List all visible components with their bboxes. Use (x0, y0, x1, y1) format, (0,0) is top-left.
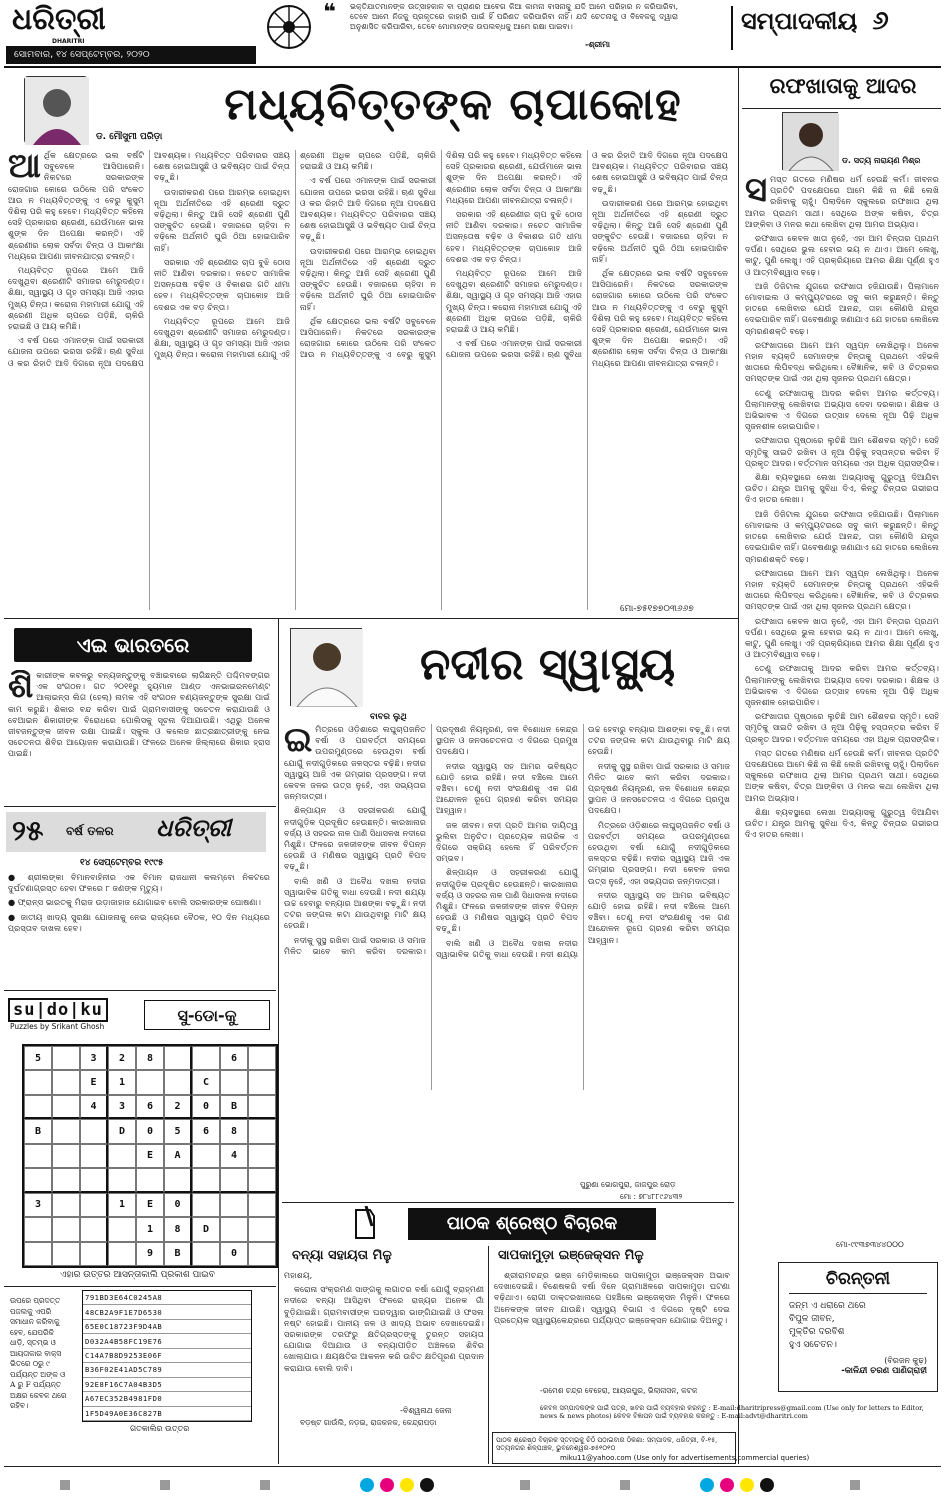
sudoku-cell (248, 1242, 276, 1266)
sudoku-cell: 3 (24, 1193, 52, 1217)
sudoku-cell (164, 1046, 192, 1070)
pathaka-heading: ପାଠକ ଶ୍ରେଷ୍ଠ ବିଚାରକ (446, 1213, 618, 1234)
magenta-dot (720, 1478, 734, 1492)
sudoku-cell (52, 1095, 80, 1119)
logo-text: ଧରିତ୍ରୀ (12, 2, 106, 37)
sudoku-cell (52, 1193, 80, 1217)
sudoku-cell (220, 1217, 248, 1241)
archive-date: ୧୪ ସେପ୍ଟେମ୍ବର ୧୯୯୫ (80, 858, 164, 868)
sudoku-cell (52, 1046, 80, 1070)
lead-headline: ମଧ୍ୟବିତ୍ତଙ୍କ ଚାପାକୋହ (224, 79, 682, 130)
sudoku-cell: D (192, 1217, 220, 1241)
nadi-author-photo (290, 628, 362, 706)
sudoku-cell (52, 1070, 80, 1094)
right-dropcap: ସ (745, 174, 768, 210)
quote-mark-icon: ❝ (323, 0, 336, 25)
sudoku-grid (22, 1044, 278, 1268)
sudoku-logo: su|do|ku (8, 1000, 128, 1030)
ei-bharatare-dropcap: ଶି (8, 670, 34, 706)
sudoku-cell: D (108, 1119, 136, 1143)
sudoku-cell (52, 1119, 80, 1143)
sudoku-cell (248, 1168, 276, 1192)
right-author: ଡ. ସତ୍ୟ ନାରାୟଣ ମିଶ୍ର (842, 156, 921, 165)
archive-number: ୨୫ (12, 814, 44, 847)
cyan-dot (700, 1478, 714, 1492)
yellow-dot (740, 1478, 754, 1492)
sudoku-cell (164, 1070, 192, 1094)
nadi-contact: ମୋ : ୭୮୪୮୮୯୬୪୩୨ (620, 1192, 683, 1201)
sudoku-cell (52, 1242, 80, 1266)
answer-row: 1F5D49A0E36C827B (83, 1407, 251, 1421)
sudoku-cell: B (220, 1095, 248, 1119)
nadi-dropcap: ଇ (284, 724, 313, 760)
sudoku-cell (108, 1217, 136, 1241)
chirantani-author: -କାଳିନ୍ଦୀ ଚରଣ ପାଣିଗ୍ରାହୀ (841, 1366, 927, 1376)
ei-bharatare-body: ଶିକାରୀଙ୍କ କବଳରୁ ବନ୍ୟଜନ୍ତୁଙ୍କୁ ବଞ୍ଚାଇବାରେ ଲାଗିଛନ୍ତି ପଶ୍ଚିମବଙ୍ଗର ଏକ ସଂଗଠନ। ଗତ ୨୦୧୧ରୁ ହ୍ୟୁମାନ ଆଣ୍ଡ ଏନଭାଇରନମେଣ୍ଟ ଆଲାଇନ୍ସ ଲିଗ (ହେଲ୍) ନାମକ ଏହି ସଂଗଠନ ବଣ୍ୟଜନ୍ତୁଙ୍କ ସୁରକ୍ଷା ପାଇଁ କାମ କରୁଛି। ଶିକାର ବନ୍ଦ କରିବା ପାଇଁ ଗ୍ରାମବାସୀଙ୍କୁ ସଚେତନ କରାଯାଉଛି ଓ ବେଆଇନ ଶିକାରୀଙ୍କ ବିରୋଧରେ ପୋଲିସକୁ ସୂଚନା ଦିଆଯାଉଛି। ଏଥିରୁ ଅନେକ ଜୀବଜନ୍ତୁଙ୍କ ଜୀବନ ରକ୍ଷା ପାଇଛି। ସ୍କୁଲ ଓ କଲେଜ ଛାତ୍ରଛାତ୍ରୀଙ୍କୁ ନେଇ ସଚେତନତା ଶିବିର ଆୟୋଜନ କରାଯାଉଛି। ଫଳରେ ଅନେକ ଜିଲ୍ଲାରେ ଶିକାର ହ୍ରାସ ପାଇଛି। (8, 670, 270, 759)
sudoku-cell: 6 (192, 1119, 220, 1143)
black-dot (760, 1478, 774, 1492)
wheel-emblem (266, 4, 312, 50)
sudoku-cell: 6 (220, 1046, 248, 1070)
sudoku-byline: Puzzles by Srikant Ghosh (10, 1022, 105, 1031)
archive-banner (6, 812, 266, 852)
sudoku-cell (136, 1168, 164, 1192)
archive-item: ● ଫ୍ରାନ୍ସ ଭାରତକୁ ମିରାଜ ଉଡ଼ାଜାହାଜ ଯୋଗାଇବ ବୋଲି ସରକାରଙ୍କ ଘୋଷଣା। (8, 897, 261, 908)
sudoku-cell (192, 1168, 220, 1192)
sudoku-cell (24, 1070, 52, 1094)
sudoku-cell: E (136, 1193, 164, 1217)
answer-row: 65E0C18723F9D4AB (83, 1320, 251, 1334)
sudoku-cell: 9 (136, 1242, 164, 1266)
ei-bharatare-banner (14, 628, 252, 662)
nadi-headline: ନଦୀର ସ୍ୱାସ୍ଥ୍ୟ (420, 639, 676, 690)
sudoku-cell (80, 1119, 108, 1143)
letter-body: ମହାଶୟ, କରୋନା ସଂକ୍ରମଣ ସାଙ୍ଗକୁ ଲଗାତର ବର୍ଷା ଯୋଗୁଁ ବ୍ରାହ୍ମଣୀ ନଦୀରେ ବନ୍ୟା ଆସିଥିବା ଫଳରେ ରାଜ୍ୟର ଅନେକ ଗାଁ ବୁଡ଼ିଯାଇଛି। ଗ୍ରାମବାସୀଙ୍କ ଘରଦ୍ୱାର ଭାଙ୍ଗିଯାଇଛି ଓ ଫସଲ ନଷ୍ଟ ହୋଇଛି। ପାନୀୟ ଜଳ ଓ ଖାଦ୍ୟ ଅଭାବ ଦେଖାଦେଇଛି। ସରକାରଙ୍କ ତରଫରୁ କ୍ଷତିଗ୍ରସ୍ତଙ୍କୁ ତୁରନ୍ତ ସହାୟତା ଯୋଗାଇ ଦିଆଯାଉ ଓ ବନ୍ୟାପୀଡ଼ିତ ଅଞ୍ଚଳରେ ଶିବିର ଖୋଲାଯାଉ। କ୍ଷୟକ୍ଷତିର ଆକଳନ କରି ଉଚିତ କ୍ଷତିପୂରଣ ପ୍ରଦାନ କରାଯାଉ ବୋଲି ଦାବି। (284, 1270, 484, 1373)
sudoku-cell: E (80, 1070, 108, 1094)
sudoku-cell (164, 1168, 192, 1192)
sudoku-instructions: ଉପରେ ପ୍ରଦତ୍ତ ପଜଲକୁ ଏପରି ସମାଧାନ କରିବାକୁ ହେବ, ଯେପରିକି ଧାଡ଼ି, ସ୍ତମ୍ଭ ଓ ଆୟତାକାର ବାକ୍ସ ଭିତରେ ୦ରୁ ୯ ପର୍ଯ୍ୟନ୍ତ ଅଙ୍କ ଓ A ରୁ F ପର୍ଯ୍ୟନ୍ତ ଅକ୍ଷର କେବଳ ଥରେ ରହିବ। (10, 1296, 67, 1410)
sudoku-cell (80, 1144, 108, 1168)
sudoku-cell: 2 (164, 1095, 192, 1119)
sudoku-cell (108, 1242, 136, 1266)
ei-bharatare-heading: ଏଇ ଭାରତରେ (76, 633, 190, 657)
sudoku-cell: 2 (108, 1046, 136, 1070)
sudoku-cell (220, 1070, 248, 1094)
sudoku-cell: 1 (136, 1217, 164, 1241)
archive-list (8, 872, 270, 972)
yellow-dot (400, 1478, 414, 1492)
nadi-author-place: ପୁରୁଣା ଭୋଗପୁରା, ଜାଜପୁର ରୋଡ଼ (580, 1180, 676, 1189)
letter-title: ସାପକାମୁଡ଼ା ଇଞ୍ଜେକ୍ସନ ମିଳୁ (498, 1248, 644, 1263)
sudoku-cell (108, 1144, 136, 1168)
sudoku-cell (52, 1144, 80, 1168)
letter-title: ବନ୍ୟା ସହାୟତା ମିଳୁ (292, 1248, 392, 1263)
sudoku-cell (248, 1193, 276, 1217)
sudoku-cell (24, 1095, 52, 1119)
chirantani-line: ହୁଏ ସଚେତନ। (789, 1340, 837, 1350)
nadi-author: ବାବର ଲୁଥି (370, 712, 407, 722)
chirantani-title: ଚିରନ୍ତନୀ (789, 1269, 927, 1294)
sudoku-cell: 0 (192, 1095, 220, 1119)
sudoku-cell (192, 1144, 220, 1168)
sudoku-cell: B (164, 1242, 192, 1266)
archive-logo: ଧରିତ୍ରୀ (156, 814, 231, 842)
sudoku-cell: 8 (136, 1046, 164, 1070)
sudoku-cell (248, 1119, 276, 1143)
quote-author: -ଶ୍ରୀମା (585, 40, 610, 49)
answer-row: D032A4B58FC19E76 (83, 1334, 251, 1348)
sudoku-footer: ଏହାର ଉତ୍ତର ଆସନ୍ତାକାଲି ପ୍ରକାଶ ପାଇବ (60, 1270, 215, 1280)
contact-address: ପାଠକ ଶ୍ରେଷ୍ଠ ବିଚାରକ ସ୍ତମ୍ଭକୁ ଚିଠି ପଠାଇବାର ଠିକଣା: ସମ୍ପାଦକ, ଧରିତ୍ରୀ, ବି-୧୫, ସତ୍ୟନଗର ଶିଳ୍ପାଞ୍ଚଳ, ଭୁବନେଶ୍ୱର-୭୫୧୦୧୦ (496, 1436, 718, 1453)
right-headline: ରଫଖାତାକୁ ଆଦର (769, 74, 917, 98)
answer-row: B36F02E41AD5C789 (83, 1363, 251, 1377)
sudoku-cell (24, 1168, 52, 1192)
sudoku-cell (136, 1070, 164, 1094)
sudoku-cell (248, 1070, 276, 1094)
sudoku-cell: 1 (108, 1070, 136, 1094)
letter-signature: -ରମେଶ ଚନ୍ଦ୍ର ବେହେରା, ଆୟରପୁର, ଭିଲାନାସନ, କଟକ (540, 1386, 698, 1395)
lead-body: ଆର୍ଥିକ କ୍ଷେତ୍ରରେ ଭଲ ବର୍ଷଟି ସବୁବେଳେ ଆସିପାରେନି। ନିକଟରେ ସରକାରଙ୍କ ରୋଜଗାର କୋରେ ଉଠିଲେ ପରି ସଂକେତ ଆଉ ନ ମଧ୍ୟବିତ୍ତଙ୍କୁ ଏ ବେରୁ କୁସୁମ ଦିଶିଲା ପରି କହୁ ହେବେ। ମଧ୍ୟବିତ୍ତ କହିଲେ ସେହି ପ୍ରକାରର ଶ୍ରେଣୀ, ଯେଉଁମାନେ ଭାଲ ଶୁଙ୍କ ଦିନ ଅପେକ୍ଷା କରନ୍ତି। ଏହି ଶ୍ରେଣୀର ଲୋକ ସର୍ବଦା ଚିନ୍ତା ଓ ଆକାଂକ୍ଷା ମଧ୍ୟରେ ଆପଣା ଜୀବନଯାତ୍ରା ଚଳାନ୍ତି। ମଧ୍ୟବିତ୍ତ ରୂପରେ ଆମେ ଆଜି ଦେଖୁଥିବା ଶ୍ରେଣୀଟି ସମାଜର ମେରୁଦଣ୍ଡ। ଶିକ୍ଷା, ସ୍ୱାସ୍ଥ୍ୟ ଓ ଗୃହ ସମସ୍ୟା ଆଜି ଏହାର ମୁଖ୍ୟ ଚିନ୍ତା। କରୋନା ମହାମାରୀ ଯୋଗୁ ଏହି ଶ୍ରେଣୀ ଅଧିକ ଚାପରେ ପଡ଼ିଛି, ଚାକିରି ହରାଇଛି ଓ ଆୟ କମିଛି। ଏ ବର୍ଷ ପରେ ଏମାନଙ୍କ ପାଇଁ ସରକାରୀ ଯୋଜନା ଉପରେ ଭରସା ରହିଛି। ଋଣ ସୁବିଧା ଓ କର ରିହାତି ଆଦି ଦିଗରେ ନୂଆ ପଦକ୍ଷେପ ଆବଶ୍ୟକ। ମଧ୍ୟବିତ୍ତ ପରିବାରର ସଞ୍ଚୟ ଶେଷ ହୋଇଆସୁଛି ଓ ଭବିଷ୍ୟତ ପାଇଁ ଚିନ୍ତା ବଢ଼ୁଛି। ଉଦାରୀକରଣ ପରେ ଆରମ୍ଭ ହୋଇଥିବା ନୂଆ ଅର୍ଥନୀତିରେ ଏହି ଶ୍ରେଣୀ ଦ୍ରୁତ ବଢ଼ିଥିଲା। କିନ୍ତୁ ଆଜି ସେହି ଶ୍ରେଣୀ ପୁଣି ସଙ୍କୁଚିତ ହେଉଛି। ବଜାରରେ ଚାହିଦା ନ ବଢ଼ିଲେ ଅର୍ଥନୀତି ଘୁରି ଠିଆ ହୋଇପାରିବ ନାହିଁ। ସରକାର ଏହି ଶ୍ରେଣୀର ଚାପ ବୁଝି ଠୋସ ନୀତି ଆଣିବା ଦରକାର। ନଚେତ ସାମାଜିକ ଅସନ୍ତୋଷ ବଢ଼ିବ ଓ ବିକାଶର ଗତି ଧୀମା ହେବ। ମଧ୍ୟବିତ୍ତଙ୍କ ଚାପାକୋହ ଆଜି ଦେଶର ଏକ ବଡ଼ ଚିନ୍ତା। ମଧ୍ୟବିତ୍ତ ରୂପରେ ଆମେ ଆଜି ଦେଖୁଥିବା ଶ୍ରେଣୀଟି ସମାଜର ମେରୁଦଣ୍ଡ। ଶିକ୍ଷା, ସ୍ୱାସ୍ଥ୍ୟ ଓ ଗୃହ ସମସ୍ୟା ଆଜି ଏହାର ମୁଖ୍ୟ ଚିନ୍ତା। କରୋନା ମହାମାରୀ ଯୋଗୁ ଏହି ଶ୍ରେଣୀ ଅଧିକ ଚାପରେ ପଡ଼ିଛି, ଚାକିରି ହରାଇଛି ଓ ଆୟ କମିଛି। ଏ ବର୍ଷ ପରେ ଏମାନଙ୍କ ପାଇଁ ସରକାରୀ ଯୋଜନା ଉପରେ ଭରସା ରହିଛି। ଋଣ ସୁବିଧା ଓ କର ରିହାତି ଆଦି ଦିଗରେ ନୂଆ ପଦକ୍ଷେପ ଆବଶ୍ୟକ। ମଧ୍ୟବିତ୍ତ ପରିବାରର ସଞ୍ଚୟ ଶେଷ ହୋଇଆସୁଛି ଓ ଭବିଷ୍ୟତ ପାଇଁ ଚିନ୍ତା ବଢ଼ୁଛି। ଉଦାରୀକରଣ ପରେ ଆରମ୍ଭ ହୋଇଥିବା ନୂଆ ଅର୍ଥନୀତିରେ ଏହି ଶ୍ରେଣୀ ଦ୍ରୁତ ବଢ଼ିଥିଲା। କିନ୍ତୁ ଆଜି ସେହି ଶ୍ରେଣୀ ପୁଣି ସଙ୍କୁଚିତ ହେଉଛି। ବଜାରରେ ଚାହିଦା ନ ବଢ଼ିଲେ ଅର୍ଥନୀତି ଘୁରି ଠିଆ ହୋଇପାରିବ ନାହିଁ। ର୍ଥିକ କ୍ଷେତ୍ରରେ ଭଲ ବର୍ଷଟି ସବୁବେଳେ ଆସିପାରେନି। ନିକଟରେ ସରକାରଙ୍କ ରୋଜଗାର କୋରେ ଉଠିଲେ ପରି ସଂକେତ ଆଉ ନ ମଧ୍ୟବିତ୍ତଙ୍କୁ ଏ ବେରୁ କୁସୁମ ଦିଶିଲା ପରି କହୁ ହେବେ। ମଧ୍ୟବିତ୍ତ କହିଲେ ସେହି ପ୍ରକାରର ଶ୍ରେଣୀ, ଯେଉଁମାନେ ଭାଲ ଶୁଙ୍କ ଦିନ ଅପେକ୍ଷା କରନ୍ତି। ଏହି ଶ୍ରେଣୀର ଲୋକ ସର୍ବଦା ଚିନ୍ତା ଓ ଆକାଂକ୍ଷା ମଧ୍ୟରେ ଆପଣା ଜୀବନଯାତ୍ରା ଚଳାନ୍ତି। ସରକାର ଏହି ଶ୍ରେଣୀର ଚାପ ବୁଝି ଠୋସ ନୀତି ଆଣିବା ଦରକାର। ନଚେତ ସାମାଜିକ ଅସନ୍ତୋଷ ବଢ଼ିବ ଓ ବିକାଶର ଗତି ଧୀମା ହେବ। ମଧ୍ୟବିତ୍ତଙ୍କ ଚାପାକୋହ ଆଜି ଦେଶର ଏକ ବଡ଼ ଚିନ୍ତା। ମଧ୍ୟବିତ୍ତ ରୂପରେ ଆମେ ଆଜି ଦେଖୁଥିବା ଶ୍ରେଣୀଟି ସମାଜର ମେରୁଦଣ୍ଡ। ଶିକ୍ଷା, ସ୍ୱାସ୍ଥ୍ୟ ଓ ଗୃହ ସମସ୍ୟା ଆଜି ଏହାର ମୁଖ୍ୟ ଚିନ୍ତା। କରୋନା ମହାମାରୀ ଯୋଗୁ ଏହି ଶ୍ରେଣୀ ଅଧିକ ଚାପରେ ପଡ଼ିଛି, ଚାକିରି ହରାଇଛି ଓ ଆୟ କମିଛି। ଏ ବର୍ଷ ପରେ ଏମାନଙ୍କ ପାଇଁ ସରକାରୀ ଯୋଜନା ଉପରେ ଭରସା ରହିଛି। ଋଣ ସୁବିଧା ଓ କର ରିହାତି ଆଦି ଦିଗରେ ନୂଆ ପଦକ୍ଷେପ ଆବଶ୍ୟକ। ମଧ୍ୟବିତ୍ତ ପରିବାରର ସଞ୍ଚୟ ଶେଷ ହୋଇଆସୁଛି ଓ ଭବିଷ୍ୟତ ପାଇଁ ଚିନ୍ତା ବଢ଼ୁଛି। ଉଦାରୀକରଣ ପରେ ଆରମ୍ଭ ହୋଇଥିବା ନୂଆ ଅର୍ଥନୀତିରେ ଏହି ଶ୍ରେଣୀ ଦ୍ରୁତ ବଢ଼ିଥିଲା। କିନ୍ତୁ ଆଜି ସେହି ଶ୍ରେଣୀ ପୁଣି ସଙ୍କୁଚିତ ହେଉଛି। ବଜାରରେ ଚାହିଦା ନ ବଢ଼ିଲେ ଅର୍ଥନୀତି ଘୁରି ଠିଆ ହୋଇପାରିବ ନାହିଁ। ର୍ଥିକ କ୍ଷେତ୍ରରେ ଭଲ ବର୍ଷଟି ସବୁବେଳେ ଆସିପାରେନି। ନିକଟରେ ସରକାରଙ୍କ ରୋଜଗାର କୋରେ ଉଠିଲେ ପରି ସଂକେତ ଆଉ ନ ମଧ୍ୟବିତ୍ତଙ୍କୁ ଏ ବେରୁ କୁସୁମ ଦିଶିଲା ପରି କହୁ ହେବେ। ମଧ୍ୟବିତ୍ତ କହିଲେ ସେହି ପ୍ରକାରର ଶ୍ରେଣୀ, ଯେଉଁମାନେ ଭାଲ ଶୁଙ୍କ ଦିନ ଅପେକ୍ଷା କରନ୍ତି। ଏହି ଶ୍ରେଣୀର ଲୋକ ସର୍ବଦା ଚିନ୍ତା ଓ ଆକାଂକ୍ଷା ମଧ୍ୟରେ ଆପଣା ଜୀବନଯାତ୍ରା ଚଳାନ୍ତି। (8, 150, 728, 368)
date-bar (6, 46, 256, 64)
archive-item: ● ଶ୍ରୀଲଙ୍କା ବିମାନବାହିନୀର ଏକ ବିମାନ ରାଜଧାନୀ କଲମ୍ବୋ ନିକଟରେ ଦୁର୍ଘଟଣାଗ୍ରସ୍ତ ହେବା ଫଳରେ ୮ ଜଣଙ୍କ ମୃତ୍ୟୁ। (8, 872, 270, 894)
contact-email-ads: miku11@yahoo.com (Use only for advertisements,commercial queries) (560, 1454, 810, 1462)
right-author-photo (782, 112, 838, 170)
section-title: ସମ୍ପାଦକୀୟ (741, 7, 858, 35)
logo-sub: DHARITRI (52, 38, 85, 45)
grey-swatch (620, 1480, 630, 1490)
sudoku-cell (220, 1193, 248, 1217)
lead-author-photo (24, 76, 88, 144)
answer-row: C14A7B8D9253E06F (83, 1349, 251, 1363)
letter-body: ଶ୍ରୀରାମଚନ୍ଦ୍ର ଭଞ୍ଜ ମେଡ଼ିକାଲରେ ସାପକାମୁଡ଼ା ଇଞ୍ଜେକ୍ସନ ଅଭାବ ଦେଖାଦେଇଛି। ବିଶେଷକରି ବର୍ଷା ଦିନେ ଗ୍ରାମାଞ୍ଚଳରେ ସାପକାମୁଡ଼ା ଘଟଣା ବଢ଼ିଥାଏ। ରୋଗୀ ଡାକ୍ତରଖାନାରେ ପହଞ୍ଚିଲେ ଇଞ୍ଜେକ୍ସନ ମିଳୁନି। ଫଳରେ ଅନେକଙ୍କ ଜୀବନ ଯାଉଛି। ସ୍ୱାସ୍ଥ୍ୟ ବିଭାଗ ଏ ଦିଗରେ ଦୃଷ୍ଟି ଦେଇ ପ୍ରତ୍ୟେକ ସ୍ୱାସ୍ଥ୍ୟକେନ୍ଦ୍ରରେ ପର୍ଯ୍ୟାପ୍ତ ଇଞ୍ଜେକ୍ସନ ଯୋଗାଇ ଦିଅନ୍ତୁ। (494, 1270, 730, 1325)
answer-row: 92E8F16C7A04B3D5 (83, 1378, 251, 1392)
sudoku-cell: 4 (220, 1144, 248, 1168)
date: ସୋମବାର, ୧୪ ସେପ୍ଟେମ୍ବର, ୨୦୨୦ (14, 49, 150, 60)
chirantani-source: (ବିରଜନ କୁଢ଼) (884, 1356, 927, 1365)
answer-row: A67EC352B4981FD0 (83, 1392, 251, 1406)
sudoku-cell: 5 (24, 1046, 52, 1070)
right-body: ସମସ୍ତ ଗତରେ ମଣିଷର ଧର୍ମ ହେଉଛି କର୍ମ। ଜୀବନର ପ୍ରତିଟି ପଦକ୍ଷେପରେ ଆମେ କିଛି ନା କିଛି ଲେଖି ରଖିବାକୁ ଚାହୁଁ। ପିଲାଦିନେ ସ୍କୁଲରେ ରଫଖାତା ଥିଲା ଆମର ପ୍ରଥମ ସାଥୀ। ସେଥିରେ ଅଙ୍କ କଷିବା, ଚିତ୍ର ଆଙ୍କିବା ଓ ମନର କଥା ଲେଖିବା ଥିଲା ଆମର ଅଭ୍ୟାସ। ରଫଖାତା କେବଳ ଖାତା ନୁହେଁ, ଏହା ଆମ ଚିନ୍ତାର ପ୍ରଥମ ଦର୍ପଣ। ସେଥିରେ ଭୁଲ ହେବାର ଭୟ ନ ଥାଏ। ଆମେ ଲେଖୁ, କାଟୁ, ପୁଣି ଲେଖୁ। ଏହି ପ୍ରକ୍ରିୟାରେ ଆମର ଶିକ୍ଷା ପୂର୍ଣ୍ଣ ହୁଏ ଓ ଆତ୍ମବିଶ୍ୱାସ ବଢ଼େ। ଆଜି ଡିଜିଟାଲ ଯୁଗରେ ରଫଖାତା ହଜିଯାଉଛି। ପିଲାମାନେ ମୋବାଇଲ ଓ କମ୍ପ୍ୟୁଟରରେ ସବୁ କାମ କରୁଛନ୍ତି। କିନ୍ତୁ ହାତରେ ଲେଖିବାର ଯେଉଁ ଆନନ୍ଦ, ତାହା କୌଣସି ଯନ୍ତ୍ର ଦେଇପାରିବ ନାହିଁ। ଗବେଷଣାରୁ ଜଣାଯାଏ ଯେ ହାତରେ ଲେଖିଲେ ସ୍ମରଣଶକ୍ତି ବଢ଼େ। ରଫଖାତାରେ ଆମେ ଆମ ସ୍ୱପ୍ନ ଲେଖିଥିଲୁ। ଅନେକ ମହାନ ବ୍ୟକ୍ତି ସେମାନଙ୍କ ଚିନ୍ତାକୁ ପ୍ରଥମେ ଏହିଭଳି ଖାତାରେ ଲିପିବଦ୍ଧ କରିଥିଲେ। ବୈଜ୍ଞାନିକ, କବି ଓ ଚିତ୍ରକର ସମସ୍ତଙ୍କ ପାଇଁ ଏହା ଥିଲା ସୃଜନର ପ୍ରଥମ କ୍ଷେତ୍ର। ତେଣୁ ରଫଖାତାକୁ ଆଦର କରିବା ଆମର କର୍ତ୍ତବ୍ୟ। ପିଲାମାନଙ୍କୁ ଲେଖିବାର ଅଭ୍ୟାସ ଦେବା ଦରକାର। ଶିକ୍ଷକ ଓ ଅଭିଭାବକ ଏ ଦିଗରେ ଉତ୍ସାହ ଦେଲେ ନୂଆ ପିଢ଼ି ଅଧିକ ସୃଜନଶୀଳ ହୋଇପାରିବ। ରଫଖାତାର ପୃଷ୍ଠାରେ ଲୁଚିଛି ଆମ ଶୈଶବର ସ୍ମୃତି। ସେହି ସ୍ମୃତିକୁ ସାଇତି ରଖିବା ଓ ନୂଆ ପିଢ଼ିକୁ ହସ୍ତାନ୍ତର କରିବା ହିଁ ପ୍ରକୃତ ଆଦର। ବର୍ତ୍ତମାନ ସମୟରେ ଏହା ଅଧିକ ପ୍ରାସଙ୍ଗିକ। ଶିକ୍ଷା ବ୍ୟବସ୍ଥାରେ ଲେଖା ଅଭ୍ୟାସକୁ ଗୁରୁତ୍ୱ ଦିଆଯିବା ଉଚିତ। ଯନ୍ତ୍ର ଆମକୁ ସୁବିଧା ଦିଏ, କିନ୍ତୁ ଚିନ୍ତାର ଗଭୀରତା ଦିଏ ହାତର ଲେଖା। ଆଜି ଡିଜିଟାଲ ଯୁଗରେ ରଫଖାତା ହଜିଯାଉଛି। ପିଲାମାନେ ମୋବାଇଲ ଓ କମ୍ପ୍ୟୁଟରରେ ସବୁ କାମ କରୁଛନ୍ତି। କିନ୍ତୁ ହାତରେ ଲେଖିବାର ଯେଉଁ ଆନନ୍ଦ, ତାହା କୌଣସି ଯନ୍ତ୍ର ଦେଇପାରିବ ନାହିଁ। ଗବେଷଣାରୁ ଜଣାଯାଏ ଯେ ହାତରେ ଲେଖିଲେ ସ୍ମରଣଶକ୍ତି ବଢ଼େ। ରଫଖାତାରେ ଆମେ ଆମ ସ୍ୱପ୍ନ ଲେଖିଥିଲୁ। ଅନେକ ମହାନ ବ୍ୟକ୍ତି ସେମାନଙ୍କ ଚିନ୍ତାକୁ ପ୍ରଥମେ ଏହିଭଳି ଖାତାରେ ଲିପିବଦ୍ଧ କରିଥିଲେ। ବୈଜ୍ଞାନିକ, କବି ଓ ଚିତ୍ରକର ସମସ୍ତଙ୍କ ପାଇଁ ଏହା ଥିଲା ସୃଜନର ପ୍ରଥମ କ୍ଷେତ୍ର। ରଫଖାତା କେବଳ ଖାତା ନୁହେଁ, ଏହା ଆମ ଚିନ୍ତାର ପ୍ରଥମ ଦର୍ପଣ। ସେଥିରେ ଭୁଲ ହେବାର ଭୟ ନ ଥାଏ। ଆମେ ଲେଖୁ, କାଟୁ, ପୁଣି ଲେଖୁ। ଏହି ପ୍ରକ୍ରିୟାରେ ଆମର ଶିକ୍ଷା ପୂର୍ଣ୍ଣ ହୁଏ ଓ ଆତ୍ମବିଶ୍ୱାସ ବଢ଼େ। ତେଣୁ ରଫଖାତାକୁ ଆଦର କରିବା ଆମର କର୍ତ୍ତବ୍ୟ। ପିଲାମାନଙ୍କୁ ଲେଖିବାର ଅଭ୍ୟାସ ଦେବା ଦରକାର। ଶିକ୍ଷକ ଓ ଅଭିଭାବକ ଏ ଦିଗରେ ଉତ୍ସାହ ଦେଲେ ନୂଆ ପିଢ଼ି ଅଧିକ ସୃଜନଶୀଳ ହୋଇପାରିବ। ରଫଖାତାର ପୃଷ୍ଠାରେ ଲୁଚିଛି ଆମ ଶୈଶବର ସ୍ମୃତି। ସେହି ସ୍ମୃତିକୁ ସାଇତି ରଖିବା ଓ ନୂଆ ପିଢ଼ିକୁ ହସ୍ତାନ୍ତର କରିବା ହିଁ ପ୍ରକୃତ ଆଦର। ବର୍ତ୍ତମାନ ସମୟରେ ଏହା ଅଧିକ ପ୍ରାସଙ୍ଗିକ। ମସ୍ତ ଗତରେ ମଣିଷର ଧର୍ମ ହେଉଛି କର୍ମ। ଜୀବନର ପ୍ରତିଟି ପଦକ୍ଷେପରେ ଆମେ କିଛି ନା କିଛି ଲେଖି ରଖିବାକୁ ଚାହୁଁ। ପିଲାଦିନେ ସ୍କୁଲରେ ରଫଖାତା ଥିଲା ଆମର ପ୍ରଥମ ସାଥୀ। ସେଥିରେ ଅଙ୍କ କଷିବା, ଚିତ୍ର ଆଙ୍କିବା ଓ ମନର କଥା ଲେଖିବା ଥିଲା ଆମର ଅଭ୍ୟାସ। ଶିକ୍ଷା ବ୍ୟବସ୍ଥାରେ ଲେଖା ଅଭ୍ୟାସକୁ ଗୁରୁତ୍ୱ ଦିଆଯିବା ଉଚିତ। ଯନ୍ତ୍ର ଆମକୁ ସୁବିଧା ଦିଏ, କିନ୍ତୁ ଚିନ୍ତାର ଗଭୀରତା ଦିଏ ହାତର ଲେଖା। (745, 174, 939, 840)
sudoku-cell (108, 1168, 136, 1192)
section-banner (731, 6, 937, 50)
daily-quote: ଭକ୍ତିଯାତମାନଙ୍କ ଉତ୍ସାହକାଳ ବା ପ୍ରାଣର ଆବେଗ କିଆ କାମନା ବାସନାକୁ ଯଦି ଆମେ ପରିହାର ନ କରିପାରିବା, ତେବେ ଆମେ ନିଜକୁ ପ୍ରକୃତରେ କାହାରି ପାଇଁ ହିଁ ପରିଣତ କରିପାରିବା ନାହିଁ। ଯଦି ଚେତନାକୁ ଓ ବିବେକକୁ ଦ୍ୱାରା ଅନୁଶାସିତ କରିପାରିବା, ତେବେ ମୋମାନଙ୍କ ଉପଲବ୍ଧକୁ ଆମେ ରକ୍ଷା ପାଇବା। (350, 2, 678, 32)
registration-strip (0, 1474, 945, 1498)
chirantani-line: ବିପୁଳ ଜୀବନ, (789, 1314, 835, 1324)
archive-label: ବର୍ଷ ତଳର (66, 824, 114, 838)
sudoku-cell (80, 1168, 108, 1192)
letter-address: ବଡ଼ଷ୍ଟ ଗାଉଁଲି, ନଡ଼ଇ, ରାଜକନକ, କେନ୍ଦ୍ରାପଡ଼ା (300, 1418, 437, 1427)
logo (12, 2, 122, 42)
lead-dropcap: ଆ (8, 150, 41, 186)
sudoku-cell: 8 (164, 1217, 192, 1241)
right-contact: ମୋ-୯୯୩୭୩୪୪୦୦୦ (836, 1240, 904, 1249)
nadi-body: ଇମିତ୍ରରେ ଓଡ଼ିଶାରେ ଲଘୁଚାପଜନିତ ବର୍ଷା ଓ ପରବର୍ତ୍ତୀ ସମୟରେ ଉପରମୁଣ୍ଡରେ ହେଉଥିବା ବର୍ଷା ଯୋଗୁଁ ନଦୀଗୁଡ଼ିକରେ ଜଳସ୍ତର ବଢ଼ିଛି। ନଦୀର ସ୍ୱାସ୍ଥ୍ୟ ଆଜି ଏକ ଗମ୍ଭୀର ପ୍ରସଙ୍ଗ। ନଦୀ କେବଳ ଜଳର ଉତ୍ସ ନୁହେଁ, ଏହା ସଭ୍ୟତାର ଜନ୍ମଦାତ୍ରୀ। ଶିଳ୍ପାୟନ ଓ ସହରୀକରଣ ଯୋଗୁଁ ନଦୀଗୁଡ଼ିକ ପ୍ରଦୂଷିତ ହେଉଛନ୍ତି। କାରଖାନାର ବର୍ଜ୍ୟ ଓ ସହରର ନାଳ ପାଣି ସିଧାସଳଖ ନଦୀରେ ମିଶୁଛି। ଫଳରେ ଜଳଜୀବଙ୍କ ଜୀବନ ବିପନ୍ନ ହେଉଛି ଓ ମଣିଷର ସ୍ୱାସ୍ଥ୍ୟ ପ୍ରତି ବିପଦ ବଢ଼ୁଛି। ବାଲି ଖଣି ଓ ଅବୈଧ ଦଖଲ ନଦୀର ସ୍ୱାଭାବିକ ଗତିକୁ ବାଧା ଦେଉଛି। ନଦୀ ଶଯ୍ୟା ଉଚ୍ଚ ହେବାରୁ ବନ୍ୟାର ଆଶଙ୍କା ବଢ଼ୁଛି। ନଦୀ ତଟର ଜଙ୍ଗଲ କଟା ଯାଉଥିବାରୁ ମାଟି କ୍ଷୟ ହେଉଛି। ନଦୀକୁ ସୁସ୍ଥ ରଖିବା ପାଇଁ ସରକାର ଓ ସମାଜ ମିଳିତ ଭାବେ କାମ କରିବା ଦରକାର। ପ୍ରଦୂଷଣ ନିୟନ୍ତ୍ରଣ, ଜଳ ବିଶୋଧନ କେନ୍ଦ୍ର ସ୍ଥାପନ ଓ ଜନସଚେତନତା ଏ ଦିଗରେ ପ୍ରମୁଖ ପଦକ୍ଷେପ। ନଦୀର ସ୍ୱାସ୍ଥ୍ୟ ସହ ଆମର ଭବିଷ୍ୟତ ଯୋଡ଼ି ହୋଇ ରହିଛି। ନଦୀ ବଞ୍ଚିଲେ ଆମେ ବଞ୍ଚିବା। ତେଣୁ ନଦୀ ସଂରକ୍ଷଣକୁ ଏକ ଗଣ ଆନ୍ଦୋଳନ ରୂପେ ଗ୍ରହଣ କରିବା ସମୟର ଆହ୍ୱାନ। ଜଳ ଜୀବନ। ନଦୀ ପ୍ରତି ଆମର ଦାୟିତ୍ୱ ଭୁଲିବା ଅନୁଚିତ। ପ୍ରତ୍ୟେକ ନାଗରିକ ଏ ଦିଗରେ ସକ୍ରିୟ ହେଲେ ହିଁ ପରିବର୍ତ୍ତନ ସମ୍ଭବ। ଶିଳ୍ପାୟନ ଓ ସହରୀକରଣ ଯୋଗୁଁ ନଦୀଗୁଡ଼ିକ ପ୍ରଦୂଷିତ ହେଉଛନ୍ତି। କାରଖାନାର ବର୍ଜ୍ୟ ଓ ସହରର ନାଳ ପାଣି ସିଧାସଳଖ ନଦୀରେ ମିଶୁଛି। ଫଳରେ ଜଳଜୀବଙ୍କ ଜୀବନ ବିପନ୍ନ ହେଉଛି ଓ ମଣିଷର ସ୍ୱାସ୍ଥ୍ୟ ପ୍ରତି ବିପଦ ବଢ଼ୁଛି। ବାଲି ଖଣି ଓ ଅବୈଧ ଦଖଲ ନଦୀର ସ୍ୱାଭାବିକ ଗତିକୁ ବାଧା ଦେଉଛି। ନଦୀ ଶଯ୍ୟା ଉଚ୍ଚ ହେବାରୁ ବନ୍ୟାର ଆଶଙ୍କା ବଢ଼ୁଛି। ନଦୀ ତଟର ଜଙ୍ଗଲ କଟା ଯାଉଥିବାରୁ ମାଟି କ୍ଷୟ ହେଉଛି। ନଦୀକୁ ସୁସ୍ଥ ରଖିବା ପାଇଁ ସରକାର ଓ ସମାଜ ମିଳିତ ଭାବେ କାମ କରିବା ଦରକାର। ପ୍ରଦୂଷଣ ନିୟନ୍ତ୍ରଣ, ଜଳ ବିଶୋଧନ କେନ୍ଦ୍ର ସ୍ଥାପନ ଓ ଜନସଚେତନତା ଏ ଦିଗରେ ପ୍ରମୁଖ ପଦକ୍ଷେପ। ମିତ୍ରରେ ଓଡ଼ିଶାରେ ଲଘୁଚାପଜନିତ ବର୍ଷା ଓ ପରବର୍ତ୍ତୀ ସମୟରେ ଉପରମୁଣ୍ଡରେ ହେଉଥିବା ବର୍ଷା ଯୋଗୁଁ ନଦୀଗୁଡ଼ିକରେ ଜଳସ୍ତର ବଢ଼ିଛି। ନଦୀର ସ୍ୱାସ୍ଥ୍ୟ ଆଜି ଏକ ଗମ୍ଭୀର ପ୍ରସଙ୍ଗ। ନଦୀ କେବଳ ଜଳର ଉତ୍ସ ନୁହେଁ, ଏହା ସଭ୍ୟତାର ଜନ୍ମଦାତ୍ରୀ। ନଦୀର ସ୍ୱାସ୍ଥ୍ୟ ସହ ଆମର ଭବିଷ୍ୟତ ଯୋଡ଼ି ହୋଇ ରହିଛି। ନଦୀ ବଞ୍ଚିଲେ ଆମେ ବଞ୍ଚିବା। ତେଣୁ ନଦୀ ସଂରକ୍ଷଣକୁ ଏକ ଗଣ ଆନ୍ଦୋଳନ ରୂପେ ଗ୍ରହଣ କରିବା ସମୟର ଆହ୍ୱାନ। (284, 724, 730, 959)
grey-swatch (520, 1480, 530, 1490)
grey-swatch (850, 1480, 860, 1490)
chirantani-line: ମୁକ୍ତିର ଦରବିଶ (789, 1327, 845, 1337)
contact-email-box (540, 1404, 930, 1430)
sudoku-cell (80, 1193, 108, 1217)
masthead (0, 0, 945, 76)
sudoku-cell (52, 1217, 80, 1241)
grey-swatch (60, 1480, 70, 1490)
cyan-dot (360, 1478, 374, 1492)
sudoku-cell (80, 1217, 108, 1241)
sudoku-cell: 6 (136, 1095, 164, 1119)
sudoku-cell: 8 (220, 1119, 248, 1143)
lead-author: ଡ. ମୌସୁମୀ ପରିଡ଼ା (96, 132, 163, 142)
sudoku-cell: 5 (164, 1119, 192, 1143)
sudoku-cell (192, 1046, 220, 1070)
sudoku-cell (80, 1242, 108, 1266)
sudoku-cell (220, 1168, 248, 1192)
grey-swatch (160, 1480, 170, 1490)
page-number: ୬ (872, 6, 889, 36)
black-dot (420, 1478, 434, 1492)
sudoku-cell (248, 1095, 276, 1119)
sudoku-cell (192, 1193, 220, 1217)
pathaka-icon (352, 1206, 378, 1242)
sudoku-title: ସୁ-ଡୋ-କୁ (144, 1000, 270, 1030)
chirantani-line: ଜନ୍ମ ଏ ଧରାରେ ଥରେ (789, 1301, 866, 1311)
contact-email-editor: କେବଳ ସମ୍ପାଦକଙ୍କ ପାଇଁ ପତ୍ର, ଖବର ପାଇଁ ବ୍ୟବହାର କରନ୍ତୁ : E-mail:dharitripress@gmail.com (Use only for letters to Editor, news & news photos) କେବଳ ବିଜ୍ଞାପନ ପାଇଁ ବ୍ୟବହାର କରନ୍ତୁ : E-mail:advt@dharitri.com (540, 1404, 924, 1421)
lead-contact: ମୋ-୭୫୧୭୭୦୩୬୬୭ (620, 604, 694, 614)
sudoku-cell: 4 (80, 1095, 108, 1119)
sudoku-cell (24, 1144, 52, 1168)
sudoku-cell (24, 1217, 52, 1241)
chirantani-box (778, 1262, 938, 1392)
sudoku-cell: 0 (136, 1119, 164, 1143)
answer-row: 791BD3E64C0245A8 (83, 1291, 251, 1305)
sudoku-cell: 0 (220, 1242, 248, 1266)
sudoku-cell (52, 1168, 80, 1192)
sudoku-cell: E (136, 1144, 164, 1168)
archive-item: ● ଜାତୀୟ ଖାଦ୍ୟ ସୁରକ୍ଷା ଯୋଜନାକୁ ନେଇ ରାଜ୍ୟରେ ବୈଠକ, ୧୦ ଦିନ ମଧ୍ୟରେ ପ୍ରସ୍ତାବ ଦାଖଲ ହେବ। (8, 911, 270, 933)
sudoku-cell: 0 (164, 1193, 192, 1217)
letter-signature: -ବିଶ୍ୱନାଥ ଜେନା (400, 1406, 452, 1415)
sudoku-cell: 1 (108, 1193, 136, 1217)
answer-row: 48CB2A9F1E7D6530 (83, 1305, 251, 1319)
sudoku-cell (192, 1242, 220, 1266)
sudoku-cell (24, 1242, 52, 1266)
magenta-dot (380, 1478, 394, 1492)
grey-swatch (260, 1480, 270, 1490)
sudoku-cell (248, 1217, 276, 1241)
sudoku-cell: 3 (80, 1046, 108, 1070)
sudoku-cell: C (192, 1070, 220, 1094)
sudoku-cell: 3 (108, 1095, 136, 1119)
pathaka-banner (408, 1208, 656, 1240)
sudoku-answer-grid (82, 1290, 252, 1422)
sudoku-cell: B (24, 1119, 52, 1143)
sudoku-cell: A (164, 1144, 192, 1168)
sudoku-cell (248, 1046, 276, 1070)
sudoku-answer-caption: ଗତକାଲିର ଉତ୍ତର (130, 1424, 190, 1433)
sudoku-cell (248, 1144, 276, 1168)
